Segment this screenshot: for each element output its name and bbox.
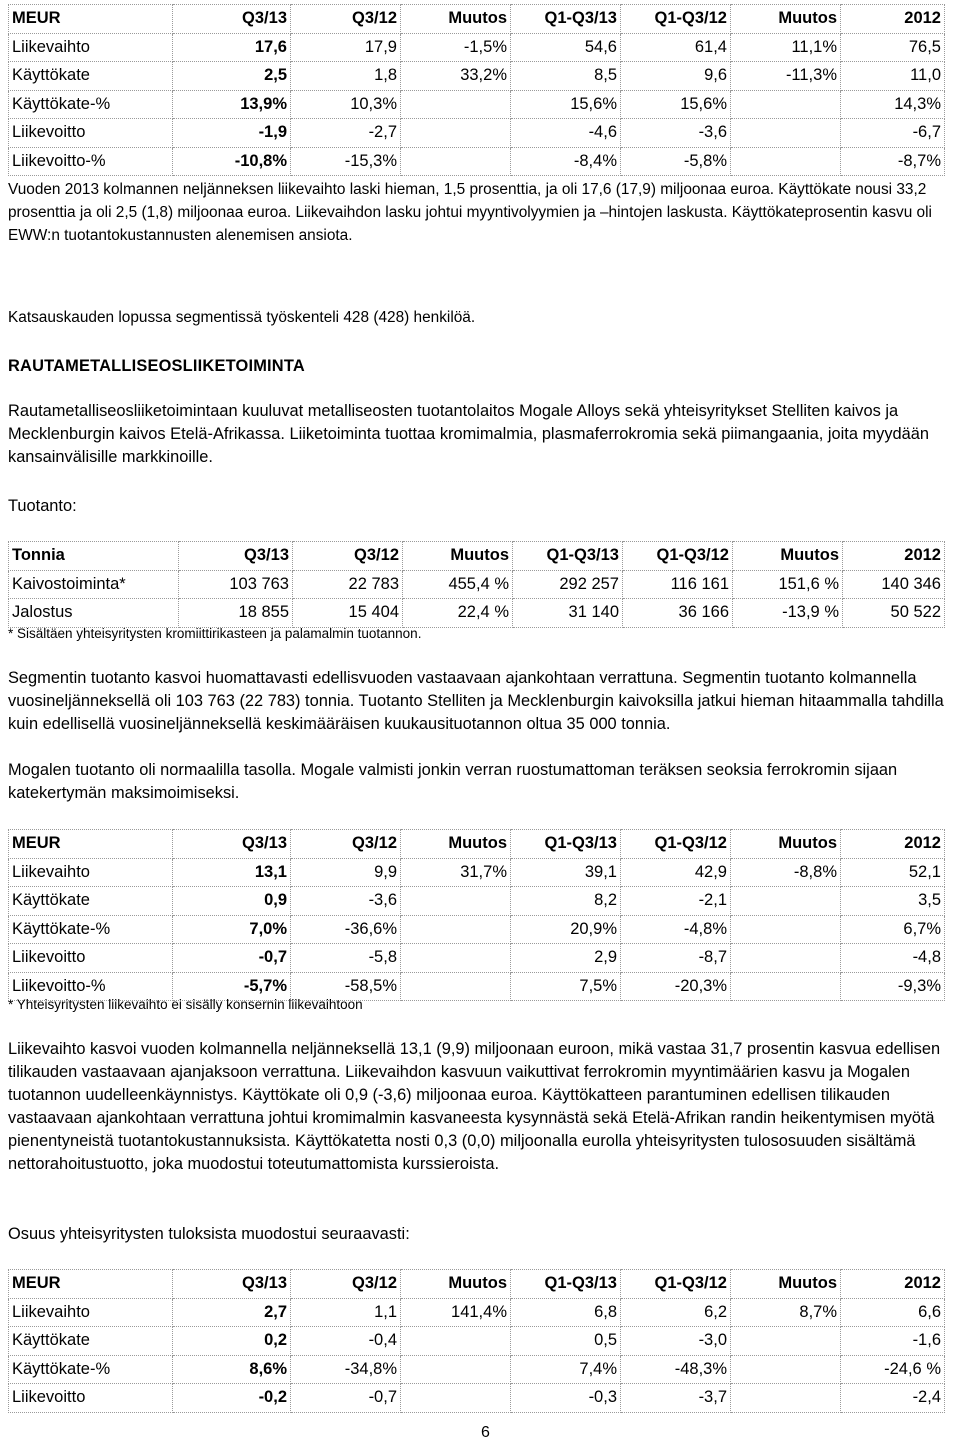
table-cell: 0,5: [511, 1327, 621, 1356]
table-cell: 31,7%: [401, 858, 511, 887]
table-row: [9, 62, 945, 91]
row-label: Liikevoitto: [9, 944, 173, 973]
table-row: [9, 599, 945, 628]
table-cell: -3,7: [621, 1384, 731, 1413]
row-label: Käyttökate: [9, 887, 173, 916]
table-cell: [401, 90, 511, 119]
table-cell: 6,2: [621, 1298, 731, 1327]
table-row: [9, 1327, 945, 1356]
row-label: Liikevoitto-%: [9, 972, 173, 1001]
table-cell: 15,6%: [511, 90, 621, 119]
table-cell: -10,8%: [173, 147, 291, 176]
table-cell: 151,6 %: [733, 570, 843, 599]
header-cell: 2012: [841, 1270, 945, 1299]
table-cell: 7,0%: [173, 915, 291, 944]
table-row: [9, 147, 945, 176]
table-cell: 6,7%: [841, 915, 945, 944]
table-cell: [401, 1327, 511, 1356]
header-cell: MEUR: [9, 830, 173, 859]
header-cell: MEUR: [9, 5, 173, 34]
table-cell: -36,6%: [291, 915, 401, 944]
header-cell: Q3/13: [173, 5, 291, 34]
business-description-paragraph: Rautametalliseosliiketoimintaan kuuluvat metalliseosten tuotantolaitos Mogale Alloys sekä yhteisyritykset Stelliten kaivos ja Mecklenburgin kaivos Etelä-Afrikassa. Liiketoiminta tuottaa kromimalmia, plasmaferrokromia sekä piimangaania, joita myydään kansainvälisille markkinoille.: [8, 402, 930, 466]
table-cell: 39,1: [511, 858, 621, 887]
table-cell: -5,8%: [621, 147, 731, 176]
segment-financials-table: [8, 4, 945, 176]
table-cell: 8,5: [511, 62, 621, 91]
table-cell: [731, 147, 841, 176]
table-cell: [731, 1355, 841, 1384]
table-cell: 14,3%: [841, 90, 945, 119]
table-cell: [731, 944, 841, 973]
table-cell: [731, 90, 841, 119]
table-header-row: [9, 542, 945, 571]
table-cell: [401, 1384, 511, 1413]
table-cell: 61,4: [621, 33, 731, 62]
table-cell: 50 522: [843, 599, 945, 628]
table-cell: -0,7: [291, 1384, 401, 1413]
header-cell: Q1-Q3/13: [511, 5, 621, 34]
table-cell: -0,7: [173, 944, 291, 973]
header-cell: Q3/12: [291, 830, 401, 859]
header-cell: 2012: [841, 830, 945, 859]
personnel-paragraph: Katsauskauden lopussa segmentissä työskenteli 428 (428) henkilöä.: [8, 309, 476, 326]
table-cell: -34,8%: [291, 1355, 401, 1384]
table-cell: -2,7: [291, 119, 401, 148]
section-heading: RAUTAMETALLISEOSLIIKETOIMINTA: [8, 357, 305, 375]
table-cell: 9,9: [291, 858, 401, 887]
table-cell: 22,4 %: [403, 599, 513, 628]
joint-venture-table: [8, 1269, 945, 1413]
table-cell: 455,4 %: [403, 570, 513, 599]
table-cell: 42,9: [621, 858, 731, 887]
header-cell: Muutos: [731, 1270, 841, 1299]
header-cell: Q1-Q3/12: [621, 5, 731, 34]
table-cell: 20,9%: [511, 915, 621, 944]
table-cell: [401, 944, 511, 973]
table-cell: [401, 915, 511, 944]
row-label: Kaivostoiminta*: [9, 570, 179, 599]
ferroalloy-financials-table: [8, 829, 945, 1001]
table-cell: 1,1: [291, 1298, 401, 1327]
table-cell: 6,8: [511, 1298, 621, 1327]
table-cell: 17,9: [291, 33, 401, 62]
header-cell: Q3/12: [291, 5, 401, 34]
table-cell: 22 783: [293, 570, 403, 599]
table-cell: 1,8: [291, 62, 401, 91]
header-cell: Q1-Q3/12: [621, 1270, 731, 1299]
table-header-row: [9, 830, 945, 859]
header-cell: Muutos: [401, 5, 511, 34]
row-label: Käyttökate: [9, 1327, 173, 1356]
table-cell: [401, 119, 511, 148]
table-row: [9, 915, 945, 944]
production-paragraph: Segmentin tuotanto kasvoi huomattavasti edellisvuoden vastaavaan ajankohtaan verrattuna. Segmentin tuotanto kolmannella vuosineljänneksellä oli 103 763 (22 783) tonnia. Tuotanto Stelliten ja Mecklenburgin kaivoksilla jatkui hieman hitaammalla tahdilla kuin edellisellä vuosineljänneksellä keskimääräisen kuukausituotannon oltua 35 000 tonnia.: [8, 669, 944, 733]
table-cell: -9,3%: [841, 972, 945, 1001]
table-cell: 8,7%: [731, 1298, 841, 1327]
table-cell: [401, 972, 511, 1001]
table-row: [9, 1384, 945, 1413]
table-cell: 2,7: [173, 1298, 291, 1327]
table-row: [9, 1355, 945, 1384]
table-row: [9, 90, 945, 119]
table-cell: 13,9%: [173, 90, 291, 119]
table-header-row: [9, 1270, 945, 1299]
table-cell: 9,6: [621, 62, 731, 91]
page-number: 6: [481, 1424, 490, 1441]
header-cell: Q3/12: [293, 542, 403, 571]
header-cell: Q1-Q3/13: [513, 542, 623, 571]
table-cell: 7,4%: [511, 1355, 621, 1384]
table-cell: -3,6: [621, 119, 731, 148]
table-cell: 11,1%: [731, 33, 841, 62]
header-cell: Q1-Q3/13: [511, 830, 621, 859]
segment-summary-paragraph: Vuoden 2013 kolmannen neljänneksen liikevaihto laski hieman, 1,5 prosenttia, ja oli 17,6 (17,9) miljoonaa euroa. Käyttökate nousi 33,2 prosenttia ja oli 2,5 (1,8) miljoonaa euroa. Liikevaihdon lasku johtui myyntivolyymien ja –hintojen laskusta. Käyttökateprosentin kasvu oli EWW:n tuotantokustannusten alenemisen ansiota.: [8, 181, 932, 244]
production-label: Tuotanto:: [8, 497, 77, 515]
production-table: [8, 541, 945, 628]
header-cell: Q3/12: [291, 1270, 401, 1299]
table-cell: -6,7: [841, 119, 945, 148]
table-cell: -8,7%: [841, 147, 945, 176]
header-cell: Muutos: [731, 5, 841, 34]
table-cell: 2,9: [511, 944, 621, 973]
row-label: Liikevaihto: [9, 858, 173, 887]
table-cell: 33,2%: [401, 62, 511, 91]
table-cell: 2,5: [173, 62, 291, 91]
row-label: Käyttökate-%: [9, 915, 173, 944]
table-cell: 8,6%: [173, 1355, 291, 1384]
table-cell: -5,8: [291, 944, 401, 973]
table-cell: -0,4: [291, 1327, 401, 1356]
row-label: Käyttökate-%: [9, 90, 173, 119]
table-cell: -2,1: [621, 887, 731, 916]
footnote: * Sisältäen yhteisyritysten kromiittirikasteen ja palamalmin tuotannon.: [8, 626, 422, 641]
table-cell: 10,3%: [291, 90, 401, 119]
table-cell: -13,9 %: [733, 599, 843, 628]
table-cell: -8,8%: [731, 858, 841, 887]
table-cell: -48,3%: [621, 1355, 731, 1384]
table-cell: 31 140: [513, 599, 623, 628]
header-cell: Muutos: [733, 542, 843, 571]
table-cell: -8,7: [621, 944, 731, 973]
row-label: Liikevoitto: [9, 1384, 173, 1413]
row-label: Liikevaihto: [9, 1298, 173, 1327]
table-cell: 11,0: [841, 62, 945, 91]
table-cell: 54,6: [511, 33, 621, 62]
table-cell: -1,9: [173, 119, 291, 148]
table-cell: 17,6: [173, 33, 291, 62]
table-cell: -1,5%: [401, 33, 511, 62]
header-cell: Tonnia: [9, 542, 179, 571]
table-cell: 15 404: [293, 599, 403, 628]
table-cell: -15,3%: [291, 147, 401, 176]
row-label: Käyttökate-%: [9, 1355, 173, 1384]
table-row: [9, 1298, 945, 1327]
table-cell: [731, 1327, 841, 1356]
table-cell: -0,3: [511, 1384, 621, 1413]
row-label: Käyttökate: [9, 62, 173, 91]
table-cell: [731, 1384, 841, 1413]
table-cell: -24,6 %: [841, 1355, 945, 1384]
table-cell: 0,2: [173, 1327, 291, 1356]
table-cell: [731, 972, 841, 1001]
table-cell: -20,3%: [621, 972, 731, 1001]
table-cell: [401, 147, 511, 176]
table-row: [9, 944, 945, 973]
table-row: [9, 858, 945, 887]
table-cell: 15,6%: [621, 90, 731, 119]
table-cell: -58,5%: [291, 972, 401, 1001]
table-cell: -1,6: [841, 1327, 945, 1356]
table-cell: -11,3%: [731, 62, 841, 91]
table-cell: 36 166: [623, 599, 733, 628]
row-label: Jalostus: [9, 599, 179, 628]
table-cell: 76,5: [841, 33, 945, 62]
table-cell: -0,2: [173, 1384, 291, 1413]
table-cell: [731, 119, 841, 148]
row-label: Liikevaihto: [9, 33, 173, 62]
table-cell: -4,6: [511, 119, 621, 148]
header-cell: Q1-Q3/13: [511, 1270, 621, 1299]
table-cell: 116 161: [623, 570, 733, 599]
row-label: Liikevoitto-%: [9, 147, 173, 176]
table-cell: 292 257: [513, 570, 623, 599]
table-header-row: [9, 5, 945, 34]
table-cell: 52,1: [841, 858, 945, 887]
table-cell: -4,8%: [621, 915, 731, 944]
table-cell: 6,6: [841, 1298, 945, 1327]
table-cell: 103 763: [179, 570, 293, 599]
table-cell: 7,5%: [511, 972, 621, 1001]
table-cell: -3,6: [291, 887, 401, 916]
header-cell: MEUR: [9, 1270, 173, 1299]
footnote: * Yhteisyritysten liikevaihto ei sisälly konsernin liikevaihtoon: [8, 997, 363, 1012]
table-row: [9, 33, 945, 62]
header-cell: Q1-Q3/12: [621, 830, 731, 859]
table-cell: 141,4%: [401, 1298, 511, 1327]
table-cell: 13,1: [173, 858, 291, 887]
table-cell: 140 346: [843, 570, 945, 599]
table-cell: 8,2: [511, 887, 621, 916]
table-cell: 3,5: [841, 887, 945, 916]
table-cell: [401, 1355, 511, 1384]
header-cell: Muutos: [401, 830, 511, 859]
table-cell: -3,0: [621, 1327, 731, 1356]
header-cell: Muutos: [731, 830, 841, 859]
header-cell: Q3/13: [179, 542, 293, 571]
table-row: [9, 570, 945, 599]
row-label: Liikevoitto: [9, 119, 173, 148]
header-cell: Muutos: [403, 542, 513, 571]
table-row: [9, 119, 945, 148]
table-cell: [731, 887, 841, 916]
table-cell: 18 855: [179, 599, 293, 628]
revenue-analysis-paragraph: Liikevaihto kasvoi vuoden kolmannella neljänneksellä 13,1 (9,9) miljoonaan euroon, mikä vastaa 31,7 prosentin kasvua edellisen tilikauden vastaavaan ajanjaksoon verrattuna. Liikevaihdon kasvuun vaikuttivat ferrokromin myyntimäärien kasvu ja Mogalen tuotannon uudelleenkäynnistys. Käyttökate oli 0,9 (-3,6) miljoonaa euroa. Käyttökatteen parantuminen edellisen tilikauden vastaavaan ajankohtaan verrattuna johtui kromimalmin kasvaneesta kysynnästä sekä Etelä-Afrikan randin heikentymisen myötä pienentyneistä tuotantokustannuksista. Käyttökatetta nosti 0,3 (0,0) miljoonalla eurolla yhteisyritysten tulososuuden sisältämä nettorahoitustuotto, joka muodostui toteutumattomista kurssieroista.: [8, 1040, 941, 1173]
joint-venture-intro: Osuus yhteisyritysten tuloksista muodostui seuraavasti:: [8, 1225, 410, 1243]
table-cell: [401, 887, 511, 916]
table-cell: -4,8: [841, 944, 945, 973]
table-cell: -5,7%: [173, 972, 291, 1001]
table-cell: [731, 915, 841, 944]
table-cell: -2,4: [841, 1384, 945, 1413]
table-cell: 0,9: [173, 887, 291, 916]
header-cell: Muutos: [401, 1270, 511, 1299]
header-cell: 2012: [841, 5, 945, 34]
header-cell: 2012: [843, 542, 945, 571]
header-cell: Q3/13: [173, 1270, 291, 1299]
table-cell: -8,4%: [511, 147, 621, 176]
header-cell: Q3/13: [173, 830, 291, 859]
header-cell: Q1-Q3/12: [623, 542, 733, 571]
table-row: [9, 887, 945, 916]
mogale-paragraph: Mogalen tuotanto oli normaalilla tasolla. Mogale valmisti jonkin verran ruostumattoman teräksen seoksia ferrokromin sijaan katekertymän maksimoimiseksi.: [8, 761, 898, 802]
